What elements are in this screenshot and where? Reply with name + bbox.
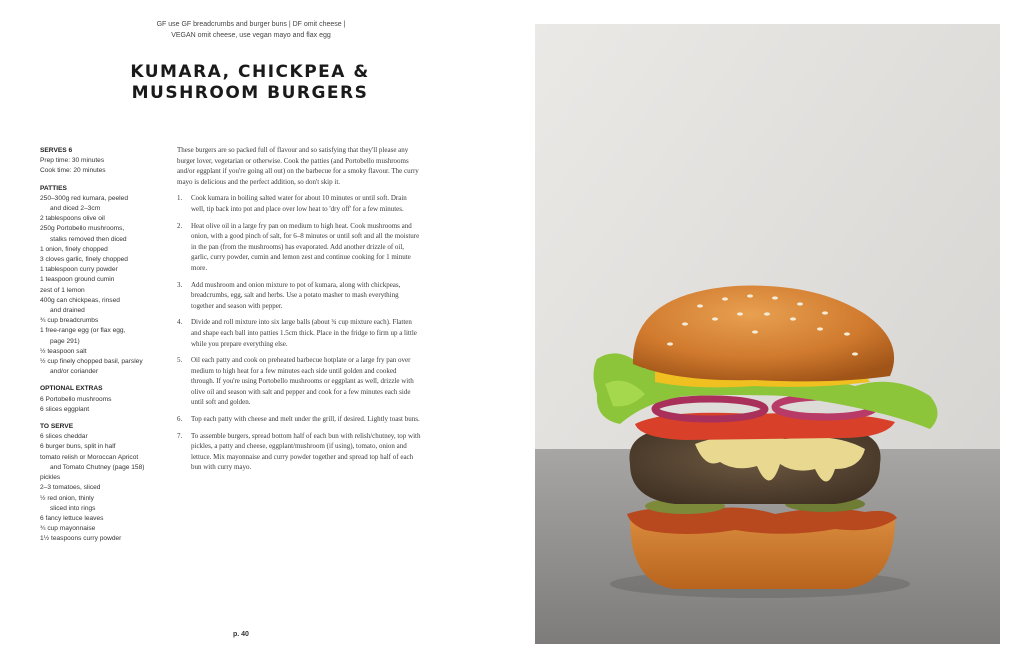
serve-list (40, 432, 168, 544)
step-number: 3. (177, 280, 183, 289)
step-text: Oil each patty and cook on preheated barbecue hotplate or a large fry pan over medium to high heat for a few minutes each side until golden and cooked through. If you're using Portobello mushrooms or eggplant as well, drizzle with olive oil and season with salt and pepper and cook for a few minutes each side until soft and golden. (191, 356, 414, 407)
step-text: To assemble burgers, spread bottom half of each bun with relish/chutney, top with pickles, a patty and cheese, eggplant/mushroom (if using), tomato, onion and lettuce. Mix mayonnaise and curry powder together and spread top half of each bun with curry mayo. (191, 431, 421, 472)
ingredient-line: 6 burger buns, split in half (40, 443, 116, 451)
ingredient-line: 6 slices eggplant (40, 405, 90, 413)
step-text: Add mushroom and onion mixture to pot of kumara, along with chickpeas, breadcrumbs, egg, salt and herbs. Use a potato masher to mash everything together and season with pepper. (191, 280, 401, 310)
ingredient-line: 6 slices cheddar (40, 433, 88, 441)
dietary-notes (120, 19, 382, 41)
ingredient-line: 250–300g red kumara, peeled (40, 194, 128, 202)
title-line: MUSHROOM BURGERS (131, 83, 369, 103)
step-number: 5. (177, 356, 183, 365)
ingredient-line: pickles (40, 474, 61, 482)
burger-photo (535, 24, 1000, 644)
method-step (177, 355, 421, 408)
prep-time: Prep time: 30 minutes (40, 157, 105, 165)
step-text: Heat olive oil in a large fry pan on medium to high heat. Cook mushrooms and onion, with a good pinch of salt, for 6–8 minutes or until soft and all the moisture in the pan (from the mushrooms) has evaporated. Add another drizzle of oil, garlic, curry powder, cumin and lemon zest and continue cooking for 1 minute more. (191, 221, 420, 272)
ingredient-line: zest of 1 lemon (40, 286, 85, 294)
ingredient-line: 250g Portobello mushrooms, (40, 225, 125, 233)
recipe-intro: These burgers are so packed full of flavour and so satisfying that they'll please any burger lover, vegetarian or otherwise. Cook the patties (and Portobello mushrooms and/or eggplant if you're going all out) on the barbecue for a smoky flavour. The curry mayo is delicious and the perfect addition, so don't skip it. (177, 146, 419, 186)
ingredient-line: and Tomato Chutney (page 158) (50, 463, 145, 471)
ingredient-line: 6 Portobello mushrooms (40, 395, 112, 403)
ingredient-line: ¾ cup mayonnaise (40, 525, 96, 533)
ingredient-line: sliced into rings (50, 504, 96, 512)
ingredient-line: page 291) (50, 337, 80, 345)
optional-list (40, 395, 168, 415)
step-number: 7. (177, 431, 183, 440)
serve-heading: TO SERVE (40, 423, 74, 431)
ingredient-line: 2 tablespoons olive oil (40, 215, 105, 223)
recipe-title (100, 62, 400, 104)
page-number: p. 40 (233, 631, 249, 638)
step-text: Divide and roll mixture into six large balls (about ¾ cup mixture each). Flatten and shape each ball into patties 1.5cm thick. Place in the fridge to firm up a little while you prepare everything else. (191, 318, 417, 348)
method-step (177, 414, 421, 425)
ingredient-line: 1 teaspoon ground cumin (40, 276, 115, 284)
optional-heading: OPTIONAL EXTRAS (40, 385, 103, 393)
ingredient-line: stalks removed then diced (50, 235, 127, 243)
method-step (177, 317, 421, 349)
ingredient-line: ½ teaspoon salt (40, 347, 87, 355)
ingredient-line: 400g can chickpeas, rinsed (40, 296, 120, 304)
step-number: 6. (177, 415, 183, 424)
method-column (177, 145, 421, 479)
step-text: Top each patty with cheese and melt under the grill, if desired. Lightly toast buns. (191, 415, 420, 424)
ingredient-line: 1 onion, finely chopped (40, 245, 108, 253)
step-number: 2. (177, 221, 183, 230)
ingredient-line: 6 fancy lettuce leaves (40, 514, 104, 522)
ingredient-line: tomato relish or Moroccan Apricot (40, 453, 139, 461)
method-step (177, 280, 421, 312)
serves-heading: SERVES 6 (40, 147, 73, 154)
ingredient-line: ¾ cup breadcrumbs (40, 317, 99, 325)
ingredient-line: 1 tablespoon curry powder (40, 266, 118, 274)
patties-heading: PATTIES (40, 184, 67, 192)
ingredient-line: ½ cup finely chopped basil, parsley (40, 358, 143, 366)
step-number: 1. (177, 194, 183, 203)
method-steps (177, 193, 421, 473)
patties-list (40, 194, 168, 378)
dietary-note-line: VEGAN omit cheese, use vegan mayo and flax egg (171, 32, 331, 39)
ingredient-line: 3 cloves garlic, finely chopped (40, 256, 128, 264)
ingredient-line: and drained (50, 307, 85, 315)
ingredients-column (40, 146, 168, 545)
step-number: 4. (177, 318, 183, 327)
method-step (177, 221, 421, 274)
ingredient-line: ½ red onion, thinly (40, 494, 94, 502)
ingredient-line: 1½ teaspoons curry powder (40, 535, 122, 543)
ingredient-line: and/or coriander (50, 368, 99, 376)
burger-illustration (535, 24, 1000, 644)
method-step (177, 193, 421, 214)
step-text: Cook kumara in boiling salted water for about 10 minutes or until soft. Drain well, tip back into pot and place over low heat to 'dry off' for a few minutes. (191, 194, 407, 213)
ingredient-line: 2–3 tomatoes, sliced (40, 484, 101, 492)
ingredient-line: 1 free-range egg (or flax egg, (40, 327, 126, 335)
ingredient-line: and diced 2–3cm (50, 205, 101, 213)
dietary-note-line: GF use GF breadcrumbs and burger buns | DF omit cheese | (156, 21, 346, 28)
method-step (177, 431, 421, 473)
title-line: KUMARA, CHICKPEA & (130, 62, 370, 82)
cook-time: Cook time: 20 minutes (40, 167, 106, 175)
